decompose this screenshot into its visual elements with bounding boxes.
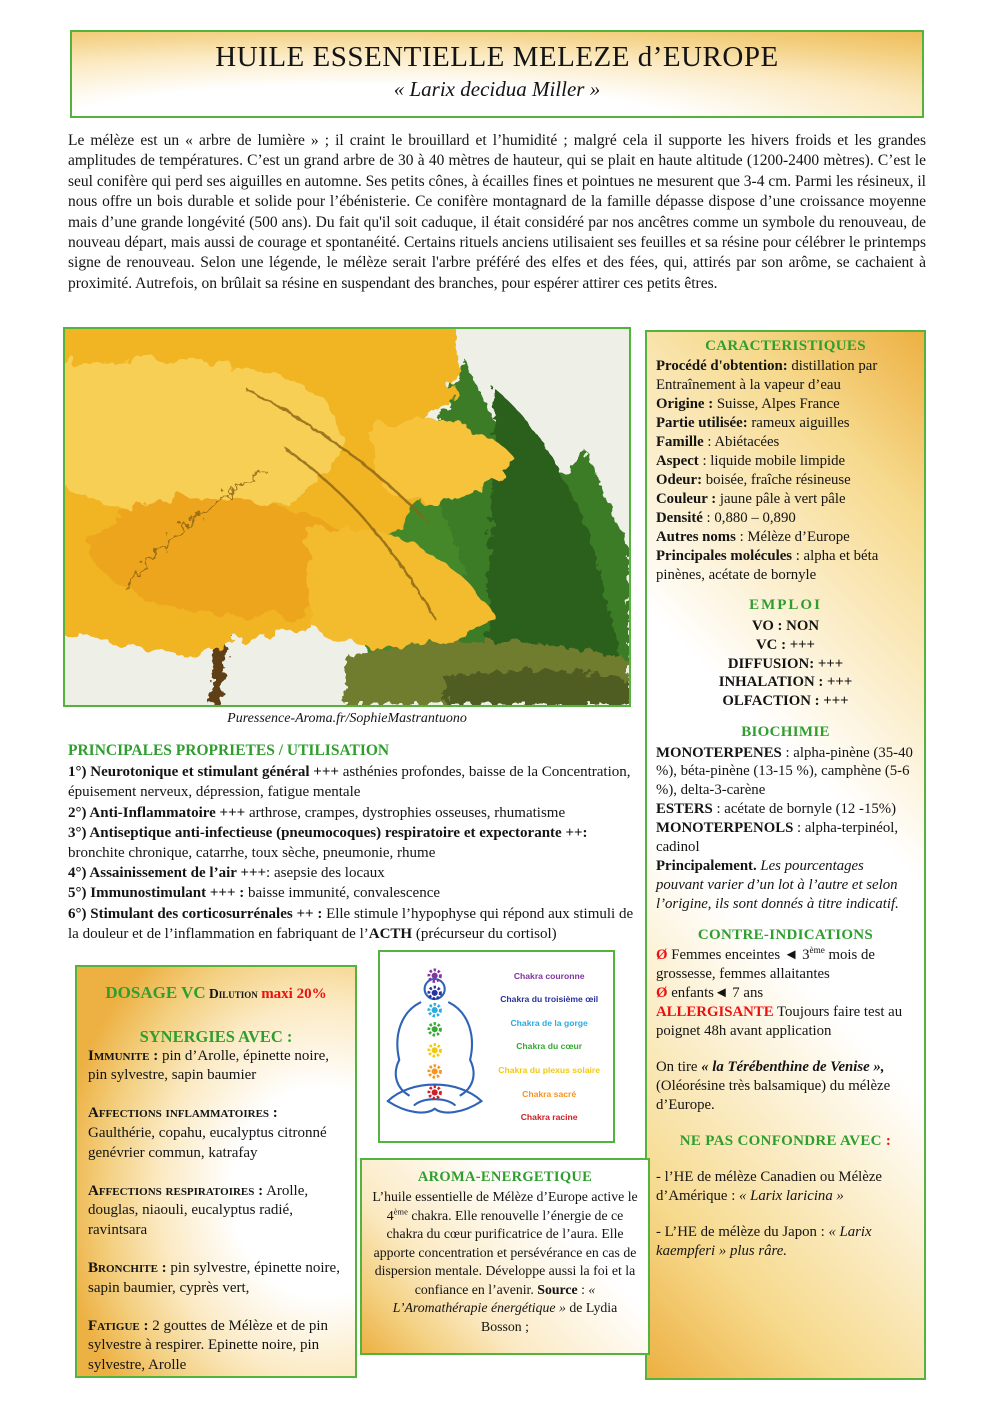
right-column — [645, 330, 926, 1380]
characteristic-label: Aspect — [656, 452, 699, 469]
section-emploi: EMPLOI — [749, 597, 822, 614]
biochimie-value: : acétate de bornyle (12 -15%) — [712, 801, 896, 818]
characteristic-value: Suisse, Alpes France — [713, 396, 840, 413]
emploi-line: INHALATION : +++ — [718, 674, 853, 691]
section-caracteristiques: CARACTERISTIQUES — [705, 338, 866, 354]
section-ne-pas-confondre: NE PAS CONFONDRE AVEC : — [679, 1132, 892, 1149]
chakra-label: Chakra racine — [520, 1112, 578, 1123]
biochimie-line — [656, 819, 915, 857]
dosage-synergies-box — [75, 965, 357, 1378]
larch-photo — [63, 327, 631, 707]
meditation-figure — [382, 958, 487, 1135]
emploi-line: VO : NON — [751, 617, 820, 634]
synergy-entry: Fatigue : 2 gouttes de Mélèze et de pin sylvestre à respirer. Epinette noire, pin sylvestre, Arolle — [88, 1317, 329, 1374]
chakra-label: Chakra du troisième œil — [500, 994, 599, 1005]
synergy-entry: Affections respiratoires : Arolle, douglas, niaouli, eucalyptus radié, ravintsara — [88, 1182, 309, 1239]
characteristic-line — [656, 357, 915, 395]
biochimie-label: MONOTERPENOLS — [656, 820, 794, 837]
characteristic-label: Partie utilisée: — [656, 415, 748, 431]
characteristic-line — [656, 414, 915, 433]
synergy-entry: Bronchite : pin sylvestre, épinette noire, sapin baumier, cyprès vert, — [88, 1259, 340, 1296]
larch-photo-illustration — [65, 329, 629, 705]
characteristic-line — [656, 452, 915, 471]
biochimie-line — [656, 800, 915, 819]
chakra-dots — [429, 970, 440, 1098]
emploi-line: VC : +++ — [756, 636, 815, 653]
biochimie-value: : alpha-pinène (35-40 %), béta-pinène (13-15 %), camphène (5-6 %), delta-3-carène — [656, 744, 913, 799]
properties-section — [68, 741, 643, 944]
biochimie-value: : alpha-terpinéol, cadinol — [656, 820, 899, 856]
characteristic-label: Principales molécules — [656, 547, 793, 564]
venise-note: On tire « la Térébenthine de Venise », (Oléorésine très balsamique) du mélèze d’Europe. — [656, 1058, 891, 1113]
aroma-heading: AROMA-ENERGETIQUE — [417, 1169, 593, 1185]
property-item: 6°) Stimulant des corticosurrénales ++ : Elle stimule l’hypophyse qui répond aux stimuli de la douleur et de l’inflammation en fabriquant de l’ACTH (précurseur du cortisol) — [68, 905, 634, 942]
characteristic-value: : Abiétacées — [703, 433, 780, 450]
aroma-text: L’huile essentielle de Mélèze d’Europe active le 4ème chakra. Elle renouvelle l’énergie de ce chakra du cœur purificatrice de l’aura. Elle apporte concentration et persévérance en cas de dispersion mentale. Développe aussi la foi et la confiance en l’avenir. Source : « L’Aromathérapie énergétique » de Lydia Bosson ; — [372, 1189, 638, 1334]
characteristic-value: distillation par Entraînement à la vapeur d’eau — [656, 358, 878, 394]
property-item: 2°) Anti-Inflammatoire +++ arthrose, crampes, dystrophies osseuses, rhumatisme — [68, 804, 566, 821]
property-item: 3°) Antiseptique anti-infectieuse (pneumocoques) respiratoire et expectorante ++: bronchite chronique, catarrhe, toux sèche, pneumonie, rhume — [68, 824, 588, 862]
characteristic-label: Famille — [656, 433, 704, 450]
chakra-label: Chakra de la gorge — [510, 1017, 588, 1028]
characteristic-line — [656, 490, 915, 509]
document-header — [70, 30, 924, 118]
chakra-label: Chakra du cœur — [516, 1041, 583, 1052]
dosage-title: DOSAGE VC Dilution maxi 20% — [105, 983, 327, 1002]
emploi-line: DIFFUSION: +++ — [727, 655, 844, 672]
characteristic-line — [656, 547, 915, 585]
property-item: 4°) Assainissement de l’air +++: asepsie des locaux — [68, 865, 385, 882]
characteristic-value: boisée, fraîche résineuse — [702, 471, 851, 488]
characteristic-value: : 0,880 – 0,890 — [702, 509, 796, 526]
contraindication-item: Ø enfants◄ 7 ans — [656, 985, 764, 1001]
property-item: 1°) Neurotonique et stimulant général +++ asthénies profondes, baisse de la Concentration, épuisement nerveux, dépression, fatigue mentale — [68, 764, 631, 801]
synergy-entry: Affections inflammatoires : Gaulthérie, copahu, eucalyptus citronné genévrier commun, katrafay — [88, 1105, 327, 1161]
no-symbol: Ø — [656, 985, 668, 1001]
properties-heading: PRINCIPALES PROPRIETES / UTILISATION — [68, 742, 390, 759]
characteristic-label: Densité — [656, 509, 703, 526]
property-item: 5°) Immunostimulant +++ : baisse immunité, convalescence — [68, 885, 441, 902]
biochimie-line — [656, 744, 915, 801]
allergisante-warning: ALLERGISANTE Toujours faire test au poignet 48h avant application — [656, 1003, 903, 1039]
characteristic-label: Procédé d'obtention: — [656, 358, 788, 375]
aroma-energetique-box — [360, 1158, 650, 1355]
chakra-label: Chakra du plexus solaire — [498, 1065, 601, 1076]
characteristic-value: : alpha et béta pinènes, acétate de bornyle — [656, 547, 879, 583]
confusion-item: - L’HE de mélèze du Japon : « Larix kaempferi » plus râre. — [656, 1223, 872, 1259]
characteristic-value: : Mélèze d’Europe — [735, 528, 850, 545]
characteristic-value: : liquide mobile limpide — [698, 452, 846, 469]
section-biochimie: BIOCHIMIE — [741, 724, 830, 741]
characteristic-label: Odeur: — [656, 471, 703, 488]
biochimie-label: ESTERS — [656, 801, 713, 818]
characteristic-label: Origine : — [656, 396, 714, 413]
biochimie-note — [656, 857, 915, 914]
no-symbol: Ø — [656, 947, 668, 964]
contraindication-item: Ø Femmes enceintes ◄ 3ème mois de grossesse, femmes allaitantes — [656, 945, 875, 983]
golden-larch-foliage — [65, 329, 515, 652]
biochimie-note-text: Les pourcentages pouvant varier d’un lot à l’autre et selon l’origine, ils sont donnés à titre indicatif. — [656, 858, 899, 912]
chakra-label: Chakra sacré — [522, 1088, 577, 1099]
synergy-entry: Immunite : pin d’Arolle, épinette noire, pin sylvestre, sapin baumier — [88, 1047, 329, 1084]
section-contre-indications: CONTRE-INDICATIONS — [697, 926, 874, 943]
confusion-item: - l’HE de mélèze Canadien ou Mélèze d’Amérique : « Larix laricina » — [656, 1168, 882, 1204]
characteristic-line — [656, 395, 915, 414]
biochimie-label: MONOTERPENES — [656, 744, 782, 761]
characteristic-value: jaune pâle à vert pâle — [716, 490, 846, 507]
characteristic-value: rameux aiguilles — [747, 415, 850, 431]
emploi-line: OLFACTION : +++ — [722, 693, 849, 710]
characteristic-label: Couleur : — [656, 490, 717, 507]
characteristic-label: Autres noms — [656, 528, 736, 545]
photo-caption: Puressence-Aroma.fr/SophieMastrantuono — [227, 711, 467, 726]
characteristic-line — [656, 433, 915, 452]
biochimie-note-label: Principalement. — [656, 858, 757, 875]
characteristic-line — [656, 528, 915, 547]
chakra-label: Chakra couronne — [513, 970, 585, 981]
chakra-diagram — [378, 950, 615, 1143]
intro-paragraph: Le mélèze est un « arbre de lumière » ; il craint le brouillard et l’humidité ; malgré cela il supporte les hivers froids et les grandes amplitudes de températures. C’est un grand arbre de 30 à 40 mètres de hauteur, qui se plait en haute altitude (1200-2400 mètres). C’est le seul conifère qui perd ses aiguilles en automne. Ses petits cônes, à écailles fines et pointues ne mesurent que 3-4 cm. Parmi les résineux, il nous offre un bois durable et solide pour l’ébénisterie. Ce conifère montagnard de la famille dépasse dispose d’une croissance moyenne mais d’une grande longévité (500 ans). Du fait qu'il soit caduque, il était considéré par nos ancêtres comme un symbole du renouveau, de nouveau départ, mais aussi de courage et spontanéité. Certains rituels anciens utilisaient ses feuilles et sa résine pour célébrer le printemps signe de renouveau. Selon une légende, le mélèze serait l'arbre préféré des elfes et des fées, qui, attirés par son arôme, se cachaient à proximité. Autrefois, on brûlait sa résine en suspendant des branches, pour espérer attirer ces petits êtres. — [68, 132, 926, 292]
characteristic-line — [656, 509, 915, 528]
chakra-labels — [487, 958, 611, 1135]
characteristic-line — [656, 471, 915, 490]
page-subtitle: « Larix decidua Miller » — [393, 77, 601, 101]
page-title: HUILE ESSENTIELLE MELEZE d’EUROPE — [215, 41, 779, 73]
synergies-heading: SYNERGIES AVEC : — [139, 1026, 293, 1046]
